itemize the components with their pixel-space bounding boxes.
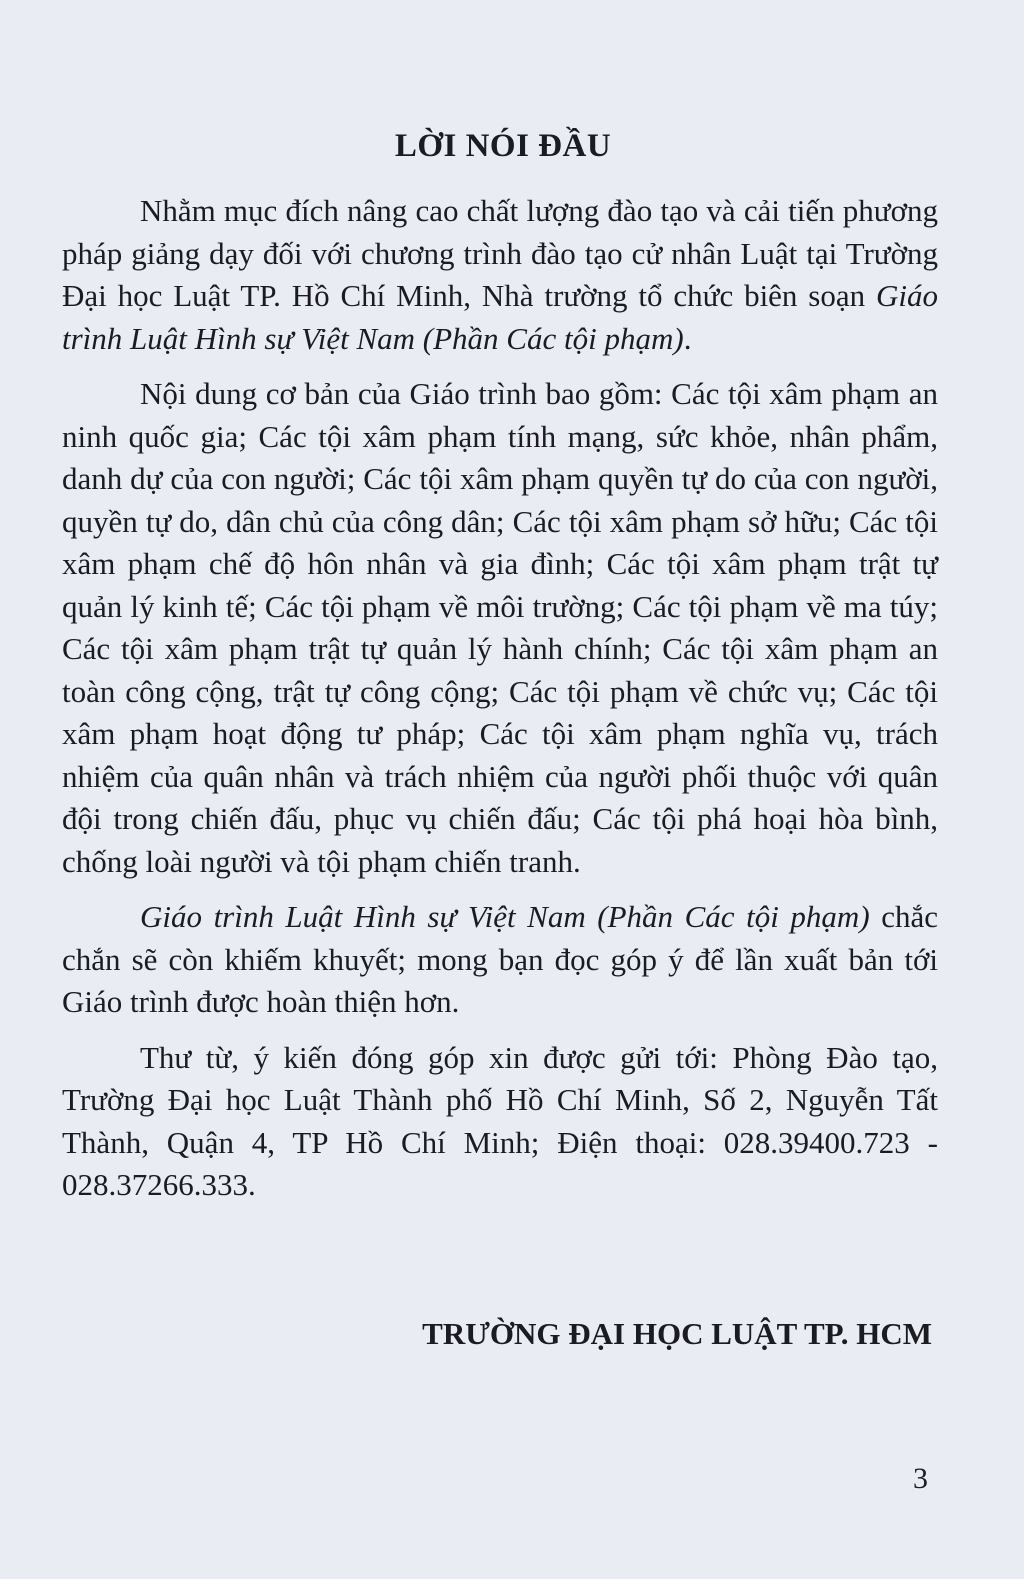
paragraph-intro-text: Nhằm mục đích nâng cao chất lượng đào tạo và cải tiến phương pháp giảng dạy đối với chương trình đào tạo cử nhân Luật tại Trường Đại học Luật TP. Hồ Chí Minh, Nhà trường tổ chức biên soạn — [62, 193, 938, 313]
paragraph-contents: Nội dung cơ bản của Giáo trình bao gồm: Các tội xâm phạm an ninh quốc gia; Các tội xâm phạm tính mạng, sức khỏe, nhân phẩm, danh dự của con người; Các tội xâm phạm quyền tự do của con người, quyền tự do, dân chủ của công dân; Các tội xâm phạm sở hữu; Các tội xâm phạm chế độ hôn nhân và gia đình; Các tội xâm phạm trật tự quản lý kinh tế; Các tội phạm về môi trường; Các tội phạm về ma túy; Các tội xâm phạm trật tự quản lý hành chính; Các tội xâm phạm an toàn công cộng, trật tự công cộng; Các tội phạm về chức vụ; Các tội xâm phạm hoạt động tư pháp; Các tội xâm phạm nghĩa vụ, trách nhiệm của quân nhân và trách nhiệm của người phối thuộc với quân đội trong chiến đấu, phục vụ chiến đấu; Các tội phá hoại hòa bình, chống loài người và tội phạm chiến tranh. — [62, 376, 938, 879]
paragraph-intro — [62, 190, 938, 360]
paragraph-feedback — [62, 896, 938, 1024]
signature: TRƯỜNG ĐẠI HỌC LUẬT TP. HCM — [422, 1316, 932, 1351]
paragraph-feedback-text: chắc chắn sẽ còn khiếm khuyết; mong bạn đọc góp ý để lần xuất bản tới Giáo trình được hoàn thiện hơn. — [62, 899, 938, 1019]
textbook-title-repeat: Giáo trình Luật Hình sự Việt Nam (Phần Các tội phạm) — [140, 899, 870, 934]
paragraph-intro-end: . — [683, 320, 692, 356]
preface-body — [62, 190, 938, 1207]
page-heading: LỜI NÓI ĐẦU — [394, 128, 612, 164]
textbook-title: Giáo trình Luật Hình sự Việt Nam (Phần Các tội phạm) — [62, 278, 938, 356]
paragraph-contact: Thư từ, ý kiến đóng góp xin được gửi tới: Phòng Đào tạo, Trường Đại học Luật Thành phố Hồ Chí Minh, Số 2, Nguyễn Tất Thành, Quận 4, TP Hồ Chí Minh; Điện thoại: 028.39400.723 - 028.37266.333. — [62, 1039, 938, 1202]
page-number: 3 — [913, 1462, 928, 1495]
